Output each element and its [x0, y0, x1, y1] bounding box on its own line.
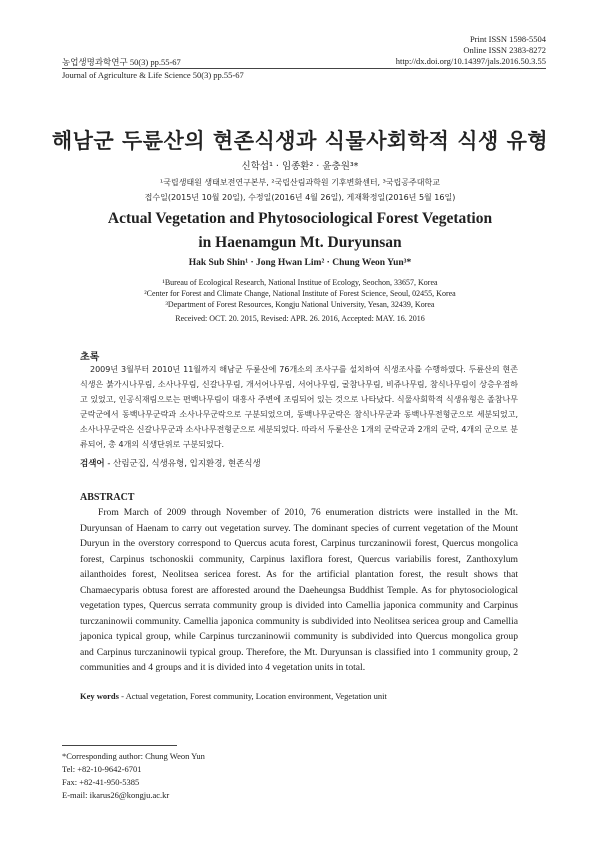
title-korean: 해남군 두륜산의 현존식생과 식물사회학적 식생 유형 [51, 129, 549, 153]
telephone: Tel: +82-10-9642-6701 [62, 764, 142, 774]
footnote-rule [62, 745, 177, 746]
affiliation-1: ¹Bureau of Ecological Research, National Institue of Ecology, Seochon, 33657, Korea [162, 278, 438, 287]
abstract-korean: 2009년 3월부터 2010년 11월까지 해남군 두륜산에 76개소의 조사구를 설치하여 식생조사를 수행하였다. 두륜산의 현존식생은 붉가시나무림, 소사나무림, 신갈나무림, 개서어나무림, 서어나무림, 굴참나무림, 비쥬나무림, 참식나무림이 상층우점하고 있었고, 인공식재림으로는 편백나무림이 대흥사 주변에 조림되어 있는 것으로 나타났다. 식물사회학적 식생유형은 졸참나무군락군에서 동백나무군락과 소사나무군락으로 구분되었으며, 동백나무군락은 참식나무군과 동백나무전형군으로 세분되었고, 소사나무군락은 신갈나무군과 소사나무전형군으로 세분되었다. 따라서 두륜산은 1개의 군락군과 2개의 군락, 4개의 군으로 분류되어, 총 4개의 식생단위로 구분되었다. [80, 365, 518, 449]
keywords-english [80, 691, 387, 701]
authors-english: Hak Sub Shin¹ · Jong Hwan Lim² · Chung Weon Yun³* [188, 258, 412, 268]
dates-english: Received: OCT. 20. 2015, Revised: APR. 26. 2016, Accepted: MAY. 16. 2016 [175, 314, 425, 323]
journal-en: Journal of Agriculture & Life Science 50(3) pp.55-67 [62, 70, 244, 80]
header-rule [62, 68, 546, 69]
abstract-korean-heading: 초록 [80, 352, 100, 363]
journal-ko: 농업생명과학연구 50(3) pp.55-67 [62, 57, 181, 67]
online-issn: Online ISSN 2383-8272 [463, 45, 546, 55]
keywords-korean [80, 457, 261, 469]
abstract-english: From March of 2009 through November of 2010, 76 enumeration districts were installed in the Mt. Duryunsan of Haenam to carry out vegetation survey. The dominant species of current vegetation of the Mount Duryun in the overstory correspond to Quercus acuta forest, Carpinus turczaninowii forest, Quercus mongolica forest, Carpinus tschonoskii community, Carpinus laxiflora forest, Quercus variabilis forest, Zanthoxylum ailanthoides forest, Neolitsea sericea forest. As for the artificial plantation forest, the result shows that Chamaecyparis obtusa forest are afforested around the Daeheungsa Buddhist Temple. As for phytosociological vegetation types, Quercus serrata community group is divided into Camellia japonica community and Carpinus turczaninowii community. Camellia japonica community is subdivided into Neolitsea sericea group and Camellia japonica typical group, while Carpinus turczaninowii community is subdivided into Quercus mongolica group and Carpinus turczaninowii typical group. Therefore, the Mt. Duryunsan is classified into 1 community group, 2 communities and 4 groups and it is divided into 4 vegetation units in total. [80, 507, 518, 673]
affiliation-3: ³Department of Forest Resources, Kongju National University, Yesan, 32439, Korea [165, 300, 435, 309]
print-issn: Print ISSN 1598-5504 [469, 34, 546, 44]
keywords-english-label: Key words [80, 691, 119, 701]
authors-korean: 신학섭¹ · 임종환² · 윤충원³* [241, 161, 359, 172]
affiliation-korean: ¹국립생태원 생태보전연구본부, ²국립산림과학원 기후변화센터, ³국립공주대학교 [160, 178, 440, 187]
keywords-english-text: - Actual vegetation, Forest community, Location environment, Vegetation unit [118, 691, 387, 701]
keywords-korean-label: 검색어 [80, 459, 105, 469]
title-english-line1: Actual Vegetation and Phytosociological Forest Vegetation [107, 210, 493, 227]
title-english [0, 207, 600, 255]
keywords-korean-text: - 산림군집, 식생유형, 입지환경, 현존식생 [104, 459, 261, 469]
title-english-line2: in Haenamgun Mt. Duryunsan [198, 234, 402, 251]
footnote [62, 750, 205, 802]
doi-link[interactable]: http://dx.doi.org/10.14397/jals.2016.50.3.55 [395, 56, 546, 66]
issn-block [463, 34, 546, 56]
email[interactable]: E-mail: ikarus26@kongju.ac.kr [62, 790, 170, 800]
dates-korean: 접수일(2015년 10월 20일), 수정일(2016년 4월 26일), 게재확정일(2016년 5월 16일) [144, 193, 456, 202]
affiliation-2: ²Center for Forest and Climate Change, National Institute of Forest Science, Seoul, 02455, Korea [144, 289, 456, 298]
journal-row [62, 56, 546, 68]
fax: Fax: +82-41-950-5385 [62, 777, 140, 787]
journal-en-row [62, 70, 546, 80]
abstract-english-heading: ABSTRACT [80, 492, 135, 503]
corresponding-author: *Corresponding author: Chung Weon Yun [62, 751, 205, 761]
affiliation-english [0, 277, 600, 310]
